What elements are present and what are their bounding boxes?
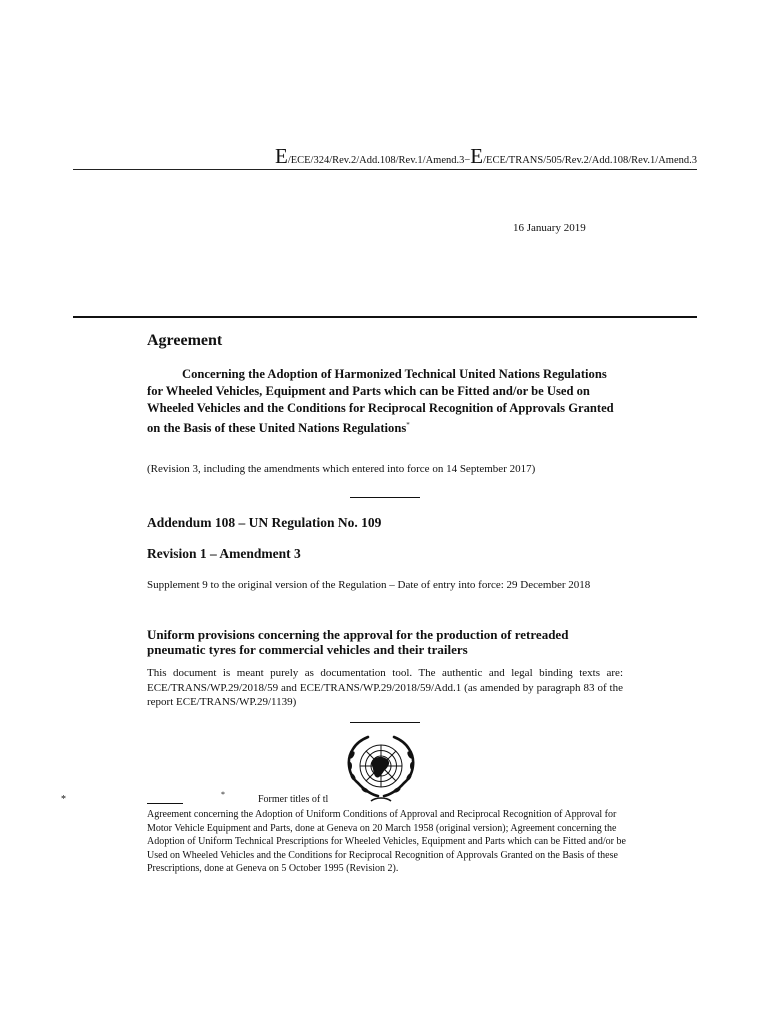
revision-note: (Revision 3, including the amendments which entered into force on 14 September 2017) xyxy=(147,463,536,475)
regulation-title: Uniform provisions concerning the approval for the production of retreaded pneumatic tyres for commercial vehicles and their trailers xyxy=(147,627,569,657)
documentation-note: This document is meant purely as documentation tool. The authentic and legal binding texts are: ECE/TRANS/WP.29/2018/59 and ECE/TRANS/WP.29/2018/59/Add.1 (as amended by paragraph 83 of the report ECE/TRANS/WP.29/1139) xyxy=(147,667,623,708)
revision-title: Revision 1 – Amendment 3 xyxy=(147,546,301,561)
footnote-star: * xyxy=(221,790,225,799)
supplement-note: Supplement 9 to the original version of the Regulation – Date of entry into force: 29 December 2018 xyxy=(147,579,591,591)
addendum-title: Addendum 108 – UN Regulation No. 109 xyxy=(147,515,382,530)
symbol-left: /ECE/324/Rev.2/Add.108/Rev.1/Amend.3 xyxy=(287,155,465,166)
agreement-subtitle-text: Concerning the Adoption of Harmonized Technical United Nations Regulations for Wheeled Vehicles, Equipment and Parts which can be Fitted and/or be Used on Wheeled Vehicles and the Conditions for Reciprocal Recognition of Approvals Granted on the Basis of these United Nations Regulations xyxy=(147,367,614,436)
footnote-text: Agreement concerning the Adoption of Uniform Conditions of Approval and Reciprocal Recognition of Approval for Motor Vehicle Equipment and Parts, done at Geneva on 20 March 1958 (original version); Agreement concerning the Adoption of Uniform Technical Prescriptions for Wheeled Vehicles, Equipment and Parts which can be Fitted and/or be Used on Wheeled Vehicles and the Conditions for Reciprocal Recognition of Approvals Granted on the Basis of these Prescriptions, done at Geneva on 5 October 1995 (Revision 2). xyxy=(147,809,626,875)
header-divider xyxy=(73,316,697,318)
document-symbol-header xyxy=(73,144,697,170)
symbol-right: /ECE/TRANS/505/Rev.2/Add.108/Rev.1/Amend.3 xyxy=(483,155,697,166)
footnote-lead: Former titles of tl xyxy=(258,794,329,805)
section-divider xyxy=(350,497,420,498)
symbol-right-initial: E xyxy=(470,144,484,168)
symbol-separator: − xyxy=(464,155,471,166)
un-emblem-icon xyxy=(338,733,424,805)
subtitle-footnote-mark: * xyxy=(406,421,410,429)
agreement-subtitle xyxy=(147,366,622,437)
document-date: 16 January 2019 xyxy=(513,222,586,234)
symbol-left-initial: E xyxy=(274,144,288,168)
footnote-marker: * xyxy=(61,794,66,805)
footnote-separator xyxy=(147,803,183,804)
section-divider xyxy=(350,722,420,723)
agreement-title: Agreement xyxy=(147,332,223,349)
